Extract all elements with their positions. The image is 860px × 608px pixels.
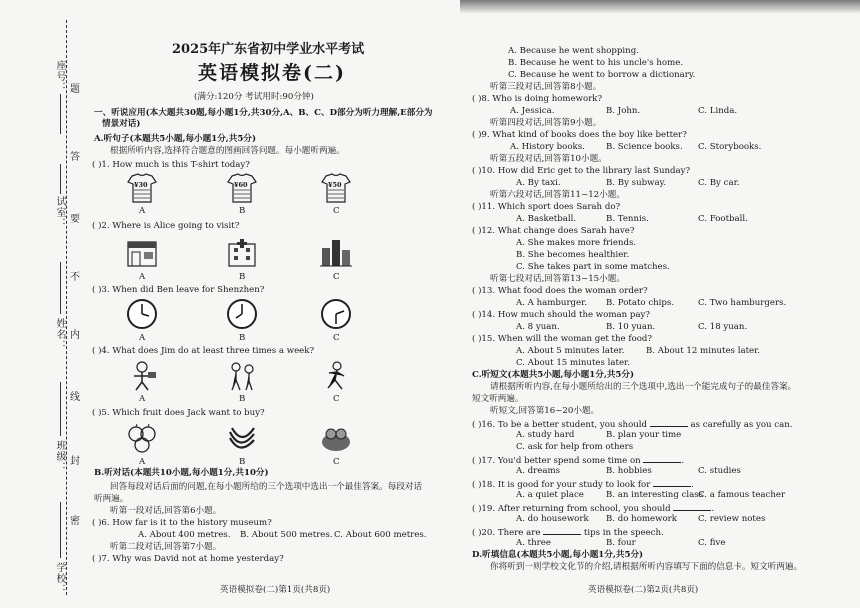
q12-option-b: B. She becomes healthier. (516, 250, 630, 260)
q19-option-a: A. do housework (516, 514, 589, 524)
q16-text-end: as carefully as you can. (690, 420, 793, 430)
section-a-heading: A.听句子(本题共5小题,每小题1分,共5分) (94, 134, 257, 144)
school-label: 学校： (54, 562, 65, 595)
seal-char: 要 (70, 214, 80, 225)
q16-option-b: B. plan your time (606, 430, 682, 440)
seal-char: 线 (70, 392, 80, 403)
dialogue-5-note: 听第五段对话,回答第10小题。 (490, 154, 607, 164)
option-label-b: B (239, 457, 246, 467)
q7-option-a: A. Because he went shopping. (508, 46, 639, 56)
q20-blank (543, 526, 581, 535)
q20-option-c: C. five (698, 538, 726, 548)
q17-option-b: B. hobbies (606, 466, 652, 476)
class-label: 班级： (54, 440, 65, 473)
question-13: ( )13. What food does the woman order? (472, 286, 648, 296)
q14-option-a: A. 8 yuan. (516, 322, 560, 332)
question-4: ( )4. What does Jim do at least three times a week? (92, 346, 315, 356)
q10-option-a: A. By taxi. (516, 178, 561, 188)
q20-text: ( )20. There are (472, 528, 541, 538)
paper-title: 英语模拟卷(二) (198, 62, 346, 84)
section-1-heading-cont: 情景对话) (102, 119, 141, 129)
option-label-c: C (333, 206, 340, 216)
q15-option-a: A. About 5 minutes later. (516, 346, 625, 356)
question-2: ( )2. Where is Alice going to visit? (92, 221, 240, 231)
q9-option-a: A. History books. (510, 142, 585, 152)
bananas-image (226, 422, 258, 454)
seal-char: 答 (70, 152, 80, 163)
price-tag-b: ¥60 (234, 181, 248, 189)
option-label-b: B (239, 206, 246, 216)
page-2 (468, 0, 848, 608)
option-label-c: C (333, 457, 340, 467)
question-8: ( )8. Who is doing homework? (472, 94, 603, 104)
option-label-b: B (239, 394, 246, 404)
option-label-c: C (333, 272, 340, 282)
q10-option-c: C. By car. (698, 178, 740, 188)
question-3: ( )3. When did Ben leave for Shenzhen? (92, 285, 265, 295)
option-label-a: A (139, 457, 146, 467)
school-underline (60, 502, 61, 558)
boy-activity-image (126, 360, 158, 392)
section-c-instruction: 请根据所听内容,在每小题所给出的三个选项中,选出一个能完成句子的最佳答案。 (490, 382, 797, 392)
question-17: ( )17. You'd better spend some time on . (472, 456, 685, 466)
q8-option-a: A. Jessica. (510, 106, 555, 116)
clock-image (126, 298, 158, 330)
question-7: ( )7. Why was David not at home yesterday? (92, 554, 284, 564)
seal-char: 密 (70, 516, 80, 527)
dialogue-7-note: 听第七段对话,回答第13~15小题。 (490, 274, 625, 284)
q16-text: ( )16. To be a better student, you should (472, 420, 648, 430)
q19-option-c: C. review notes (698, 514, 766, 524)
q13-option-b: B. Potato chips. (606, 298, 675, 308)
section-b-heading: B.听对话(本题共10小题,每小题1分,共10分) (94, 468, 269, 478)
question-18: ( )18. It is good for your study to look for . (472, 480, 694, 490)
question-1: ( )1. How much is this T-shirt today? (92, 160, 250, 170)
q17-option-a: A. dreams (516, 466, 561, 476)
q19-text: ( )19. After returning from school, you should (472, 504, 671, 514)
seal-line (66, 20, 67, 595)
q6-option-b: B. About 500 metres. (240, 530, 333, 540)
q18-option-c: C. a famous teacher (698, 490, 786, 500)
name-label: 姓名： (54, 318, 65, 351)
shop-building-image (126, 236, 158, 268)
seat-underline (60, 94, 61, 134)
q19-blank (673, 502, 711, 511)
q12-option-a: A. She makes more friends. (516, 238, 637, 248)
section-d-instruction: 你将听到一则学校文化节的介绍,请根据所听内容填写下面的信息卡。短文听两遍。 (490, 562, 803, 572)
q18-text: ( )18. It is good for your study to look for (472, 480, 651, 490)
q11-option-c: C. Football. (698, 214, 748, 224)
q12-option-c: C. She takes part in some matches. (516, 262, 670, 272)
section-1-heading: 一、听说应用(本大题共30题,每小题1分,共30分,A、B、C、D部分为听力理解,E部分为 (94, 108, 433, 118)
dialogue-4-note: 听第四段对话,回答第9小题。 (490, 118, 602, 128)
question-5: ( )5. Which fruit does Jack want to buy? (92, 408, 265, 418)
binding-margin (0, 0, 88, 608)
clock-image (320, 298, 352, 330)
q16-option-c: C. ask for help from others (516, 442, 634, 452)
section-a-instruction: 根据所听内容,选择符合题意的图画回答问题。每小题听两遍。 (110, 146, 345, 156)
option-label-a: A (139, 394, 146, 404)
clock-image (226, 298, 258, 330)
dialogue-6-note: 听第六段对话,回答第11~12小题。 (490, 190, 625, 200)
price-tag-a: ¥30 (134, 181, 148, 189)
q11-option-b: B. Tennis. (606, 214, 649, 224)
q20-option-b: B. four (606, 538, 636, 548)
option-label-a: A (139, 272, 146, 282)
q18-option-b: B. an interesting class (606, 490, 704, 500)
q8-option-c: C. Linda. (698, 106, 738, 116)
q20-text-end: tips in the speech. (583, 528, 664, 538)
q10-option-b: B. By subway. (606, 178, 667, 188)
question-19: ( )19. After returning from school, you should . (472, 504, 715, 514)
q13-option-a: A. A hamburger. (516, 298, 588, 308)
class-underline (60, 382, 61, 436)
q6-option-a: A. About 400 metres. (138, 530, 231, 540)
q7-option-c: C. Because he went to borrow a dictionary. (508, 70, 696, 80)
question-10: ( )10. How did Eric get to the library last Sunday? (472, 166, 691, 176)
question-14: ( )14. How much should the woman pay? (472, 310, 650, 320)
q13-option-c: C. Two hamburgers. (698, 298, 787, 308)
dialogue-2-note: 听第二段对话,回答第7小题。 (110, 542, 222, 552)
exam-room-underline (60, 164, 61, 194)
q9-option-c: C. Storybooks. (698, 142, 762, 152)
option-label-c: C (333, 333, 340, 343)
city-buildings-image (320, 236, 352, 268)
q17-option-c: C. studies (698, 466, 741, 476)
q17-blank (643, 454, 681, 463)
seal-char: 内 (70, 330, 80, 341)
apples-image (126, 422, 158, 454)
option-label-b: B (239, 272, 246, 282)
name-underline (60, 262, 61, 314)
page-footer: 英语模拟卷(二)第2页(共8页) (588, 585, 699, 595)
dialogue-3-note: 听第三段对话,回答第8小题。 (490, 82, 602, 92)
q18-blank (653, 478, 691, 487)
option-label-a: A (139, 206, 146, 216)
seal-char: 封 (70, 456, 80, 467)
q16-option-a: A. study hard (516, 430, 575, 440)
boy-running-image (320, 360, 352, 392)
q9-option-b: B. Science books. (606, 142, 683, 152)
children-activity-image (226, 360, 258, 392)
q17-text: ( )17. You'd better spend some time on (472, 456, 641, 466)
seat-label: 座号： (54, 60, 65, 93)
q18-option-a: A. a quiet place (516, 490, 584, 500)
q14-option-b: B. 10 yuan. (606, 322, 656, 332)
q8-option-b: B. John. (606, 106, 641, 116)
option-label-a: A (139, 333, 146, 343)
section-b-instruction: 回答每段对话后面的问题,在每小题所给的三个选项中选出一个最佳答案。每段对话 (110, 482, 423, 492)
seal-char: 不 (70, 272, 80, 283)
option-label-b: B (239, 333, 246, 343)
exam-meta: (满分:120分 考试用时:90分钟) (194, 92, 314, 102)
exam-title: 2025年广东省初中学业水平考试 (172, 42, 365, 57)
question-12: ( )12. What change does Sarah have? (472, 226, 635, 236)
section-c-heading: C.听短文(本题共5小题,每小题1分,共5分) (472, 370, 635, 380)
q20-option-a: A. three (516, 538, 551, 548)
fruit-basket-image (320, 422, 352, 454)
q15-option-b: B. About 12 minutes later. (646, 346, 761, 356)
option-label-c: C (333, 394, 340, 404)
q16-blank (650, 418, 688, 427)
section-d-heading: D.听填信息(本题共5小题,每小题1分,共5分) (472, 550, 644, 560)
q19-option-b: B. do homework (606, 514, 677, 524)
page-footer: 英语模拟卷(二)第1页(共8页) (220, 585, 331, 595)
page-1 (90, 0, 462, 608)
price-tag-c: ¥50 (328, 181, 342, 189)
q11-option-a: A. Basketball. (516, 214, 577, 224)
q6-option-c: C. About 600 metres. (334, 530, 427, 540)
hospital-building-image (226, 236, 258, 268)
exam-room-label: 试室： (54, 196, 65, 229)
seal-char: 题 (70, 84, 80, 95)
dialogue-1-note: 听第一段对话,回答第6小题。 (110, 506, 222, 516)
passage-note: 听短文,回答第16~20小题。 (490, 406, 600, 416)
question-15: ( )15. When will the woman get the food? (472, 334, 652, 344)
question-6: ( )6. How far is it to the history museum? (92, 518, 272, 528)
section-b-instruction-cont: 听两遍。 (94, 494, 129, 504)
q7-option-b: B. Because he went to his uncle's home. (508, 58, 684, 68)
question-11: ( )11. Which sport does Sarah do? (472, 202, 621, 212)
section-c-instruction-cont: 短文听两遍。 (472, 394, 524, 404)
q14-option-c: C. 18 yuan. (698, 322, 748, 332)
q15-option-c: C. About 15 minutes later. (516, 358, 630, 368)
question-9: ( )9. What kind of books does the boy like better? (472, 130, 687, 140)
